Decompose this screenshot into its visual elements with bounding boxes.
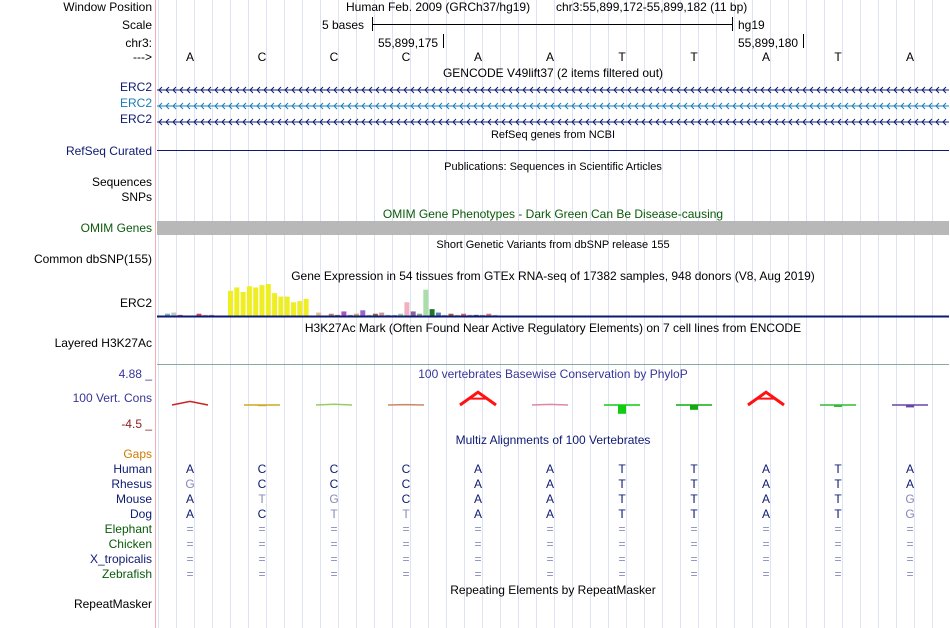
aligned-base: = (618, 552, 626, 566)
repeatmasker-label[interactable]: RepeatMasker (73, 597, 152, 611)
aligned-base: = (834, 537, 842, 551)
aligned-base: T (834, 507, 842, 521)
pos-tick-2-label: 55,899,180 (738, 36, 799, 50)
position-text[interactable]: chr3:55,899,172-55,899,182 (11 bp) (556, 0, 748, 14)
aligned-base: = (906, 537, 914, 551)
gencode-item-label[interactable]: ERC2 (119, 96, 152, 110)
aligned-base: = (402, 567, 410, 581)
base-letter: C (329, 50, 339, 64)
aligned-base: = (258, 552, 266, 566)
conservation-score-mark[interactable] (748, 392, 784, 405)
gtex-tissue-bar[interactable] (247, 286, 252, 316)
gtex-tissue-bar[interactable] (436, 313, 441, 316)
aligned-base: = (834, 522, 842, 536)
base-letter: A (185, 50, 195, 64)
aligned-base: = (690, 537, 698, 551)
gtex-tissue-bar[interactable] (411, 311, 416, 316)
gtex-tissue-bar[interactable] (379, 313, 384, 316)
multiz-track-title[interactable]: Multiz Alignments of 100 Vertebrates (455, 433, 651, 447)
base-letter: T (618, 50, 626, 64)
refseq-track-title[interactable]: RefSeq genes from NCBI (490, 129, 616, 141)
h3k27ac-track-title[interactable]: H3K27Ac Mark (Often Found Near Active Regulatory Elements) on 7 cell lines from ENCODE (304, 321, 802, 335)
conservation-score-mark[interactable] (604, 405, 640, 414)
gtex-tissue-bar[interactable] (234, 287, 239, 316)
gencode-track-title[interactable]: GENCODE V49lift37 (2 items filtered out) (442, 66, 664, 80)
gtex-tissue-bar[interactable] (272, 293, 277, 316)
base-letter: A (905, 50, 915, 64)
base-letter: A (761, 50, 771, 64)
aligned-base: A (473, 492, 483, 506)
phylop-conservation-chart[interactable] (157, 380, 949, 430)
aligned-base: G (905, 507, 915, 521)
base-letter: C (257, 50, 267, 64)
aligned-base: = (186, 552, 194, 566)
species-label[interactable]: Elephant (104, 522, 152, 536)
gencode-transcript-1[interactable] (157, 83, 949, 91)
gtex-tissue-bar[interactable] (423, 290, 428, 316)
conservation-score-mark[interactable] (820, 405, 856, 407)
aligned-base: = (546, 552, 554, 566)
scale-label: Scale (121, 18, 152, 32)
aligned-base: C (257, 462, 267, 476)
gaps-label[interactable]: Gaps (123, 447, 152, 461)
strand-label: ---> (133, 50, 152, 64)
aligned-base: = (402, 537, 410, 551)
aligned-base: T (690, 507, 698, 521)
aligned-base: A (545, 462, 555, 476)
conservation-score-mark[interactable] (892, 405, 928, 407)
aligned-base: = (186, 537, 194, 551)
aligned-base: C (329, 462, 339, 476)
label-separator (155, 0, 156, 628)
gtex-tissue-bar[interactable] (278, 297, 283, 316)
aligned-base: T (330, 507, 338, 521)
aligned-base: T (618, 492, 626, 506)
aligned-base: A (761, 492, 771, 506)
refseq-label[interactable]: RefSeq Curated (65, 144, 152, 158)
aligned-base: T (258, 492, 266, 506)
species-label[interactable]: Rhesus (111, 477, 152, 491)
aligned-base: = (258, 522, 266, 536)
aligned-base: G (185, 477, 195, 491)
gtex-label[interactable]: ERC2 (119, 296, 152, 310)
dbsnp-label[interactable]: Common dbSNP(155) (33, 252, 152, 266)
omim-label[interactable]: OMIM Genes (80, 221, 152, 235)
phylop-track-title[interactable]: 100 vertebrates Basewise Conservation by PhyloP (418, 367, 688, 381)
aligned-base: = (330, 567, 338, 581)
aligned-base: A (761, 462, 771, 476)
aligned-base: T (402, 507, 410, 521)
aligned-base: = (618, 522, 626, 536)
cons-min-label: -4.5 _ (121, 417, 152, 431)
aligned-base: A (545, 492, 555, 506)
scale-db: hg19 (738, 18, 765, 32)
base-letter: A (545, 50, 555, 64)
aligned-base: A (185, 462, 195, 476)
aligned-base: A (473, 507, 483, 521)
conservation-score-mark[interactable] (316, 404, 352, 405)
gtex-tissue-bar[interactable] (304, 299, 309, 316)
aligned-base: = (474, 552, 482, 566)
conservation-score-mark[interactable] (676, 405, 712, 410)
omim-track-title[interactable]: OMIM Gene Phenotypes - Dark Green Can Be Disease-causing (382, 207, 724, 221)
species-label[interactable]: Dog (129, 507, 152, 521)
base-letter: T (690, 50, 698, 64)
species-label[interactable]: X_tropicalis (89, 552, 152, 566)
aligned-base: = (906, 522, 914, 536)
chrom-label: chr3: (125, 36, 152, 50)
aligned-base: = (258, 567, 266, 581)
aligned-base: = (690, 552, 698, 566)
aligned-base: C (401, 492, 411, 506)
base-letter: T (834, 50, 842, 64)
scale-value: 5 bases (322, 18, 365, 32)
cons-max-label: 4.88 _ (118, 367, 152, 381)
sequences-label[interactable]: Sequences (91, 175, 152, 189)
gtex-tissue-bar[interactable] (297, 301, 302, 316)
refseq-gene-line[interactable] (157, 150, 949, 151)
gtex-tissue-bar[interactable] (241, 292, 246, 316)
gtex-tissue-bar[interactable] (253, 287, 258, 316)
aligned-base: = (402, 522, 410, 536)
gtex-track-title[interactable]: Gene Expression in 54 tissues from GTEx RNA-seq of 17382 samples, 948 donors (V8, Aug 2019) (291, 269, 815, 283)
gtex-tissue-bar[interactable] (285, 297, 290, 316)
aligned-base: T (618, 462, 626, 476)
h3k27ac-baseline (157, 364, 949, 365)
aligned-base: C (257, 477, 267, 491)
aligned-base: T (690, 477, 698, 491)
aligned-base: A (185, 492, 195, 506)
aligned-base: = (330, 552, 338, 566)
gtex-tissue-bar[interactable] (228, 291, 233, 316)
aligned-base: T (834, 462, 842, 476)
aligned-base: A (761, 507, 771, 521)
aligned-base: A (545, 477, 555, 491)
aligned-base: A (761, 477, 771, 491)
repeatmasker-track-title[interactable]: Repeating Elements by RepeatMasker (450, 583, 656, 597)
aligned-base: = (474, 537, 482, 551)
gtex-tissue-bar[interactable] (430, 309, 435, 316)
gtex-tissue-bar[interactable] (291, 302, 296, 316)
aligned-base: C (329, 477, 339, 491)
aligned-base: T (834, 492, 842, 506)
assembly-text[interactable]: Human Feb. 2009 (GRCh37/hg19) (346, 0, 531, 14)
aligned-base: A (905, 462, 915, 476)
gtex-tissue-bar[interactable] (171, 313, 176, 316)
gtex-tissue-bar[interactable] (404, 302, 409, 316)
aligned-base: = (546, 537, 554, 551)
pos-tick-1 (443, 34, 444, 48)
aligned-base: A (545, 507, 555, 521)
cons-label[interactable]: 100 Vert. Cons (72, 391, 152, 405)
gtex-tissue-bar[interactable] (360, 310, 365, 316)
aligned-base: = (690, 567, 698, 581)
aligned-base: = (906, 552, 914, 566)
aligned-base: = (258, 537, 266, 551)
aligned-base: = (618, 567, 626, 581)
aligned-base: T (618, 507, 626, 521)
aligned-base: C (401, 477, 411, 491)
pos-tick-2 (803, 34, 804, 48)
pos-tick-1-label: 55,899,175 (378, 36, 439, 50)
aligned-base: T (690, 462, 698, 476)
base-letter: C (401, 50, 411, 64)
aligned-base: = (834, 567, 842, 581)
aligned-base: = (906, 567, 914, 581)
aligned-base: = (762, 537, 770, 551)
gencode-transcript-2[interactable] (157, 99, 949, 107)
pubs-track-title[interactable]: Publications: Sequences in Scientific Articles (444, 161, 662, 173)
gtex-tissue-bar[interactable] (341, 311, 346, 316)
conservation-score-mark[interactable] (460, 392, 496, 405)
base-letter: A (473, 50, 483, 64)
aligned-base: = (762, 567, 770, 581)
gtex-tissue-bar[interactable] (316, 313, 321, 316)
aligned-base: = (330, 522, 338, 536)
gtex-expression-chart[interactable] (157, 284, 949, 318)
aligned-base: T (690, 492, 698, 506)
species-label[interactable]: Human (113, 462, 152, 476)
species-label[interactable]: Mouse (115, 492, 152, 506)
aligned-base: A (473, 462, 483, 476)
gencode-transcript-3[interactable] (157, 115, 949, 123)
aligned-base: = (474, 567, 482, 581)
aligned-base: A (473, 477, 483, 491)
window-position-label: Window Position (63, 0, 152, 14)
aligned-base: = (546, 567, 554, 581)
aligned-base: = (690, 522, 698, 536)
aligned-base: = (330, 537, 338, 551)
aligned-base: T (834, 477, 842, 491)
aligned-base: C (257, 507, 267, 521)
snps-label[interactable]: SNPs (121, 190, 152, 204)
gencode-item-label[interactable]: ERC2 (119, 80, 152, 94)
scale-bar (372, 17, 733, 31)
h3k27ac-label[interactable]: Layered H3K27Ac (54, 336, 152, 350)
aligned-base: G (905, 492, 915, 506)
species-label[interactable]: Zebrafish (101, 567, 152, 581)
aligned-base: G (329, 492, 339, 506)
aligned-base: = (474, 522, 482, 536)
aligned-base: A (185, 507, 195, 521)
conservation-score-mark[interactable] (532, 404, 568, 405)
species-label[interactable]: Chicken (108, 537, 152, 551)
aligned-base: A (905, 477, 915, 491)
aligned-base: = (618, 537, 626, 551)
aligned-base: = (402, 552, 410, 566)
aligned-base: C (401, 462, 411, 476)
aligned-base: = (762, 522, 770, 536)
aligned-base: = (762, 552, 770, 566)
conservation-score-mark[interactable] (172, 401, 208, 405)
aligned-base: T (618, 477, 626, 491)
gtex-tissue-bar[interactable] (260, 285, 265, 316)
gtex-tissue-bar[interactable] (266, 284, 271, 316)
dbsnp-track-title[interactable]: Short Genetic Variants from dbSNP release 155 (436, 239, 670, 251)
aligned-base: = (834, 552, 842, 566)
gencode-item-label[interactable]: ERC2 (119, 112, 152, 126)
aligned-base: = (186, 522, 194, 536)
aligned-base: = (546, 522, 554, 536)
aligned-base: = (186, 567, 194, 581)
conservation-score-mark[interactable] (244, 405, 280, 406)
omim-phenotype-bar[interactable] (157, 221, 949, 235)
